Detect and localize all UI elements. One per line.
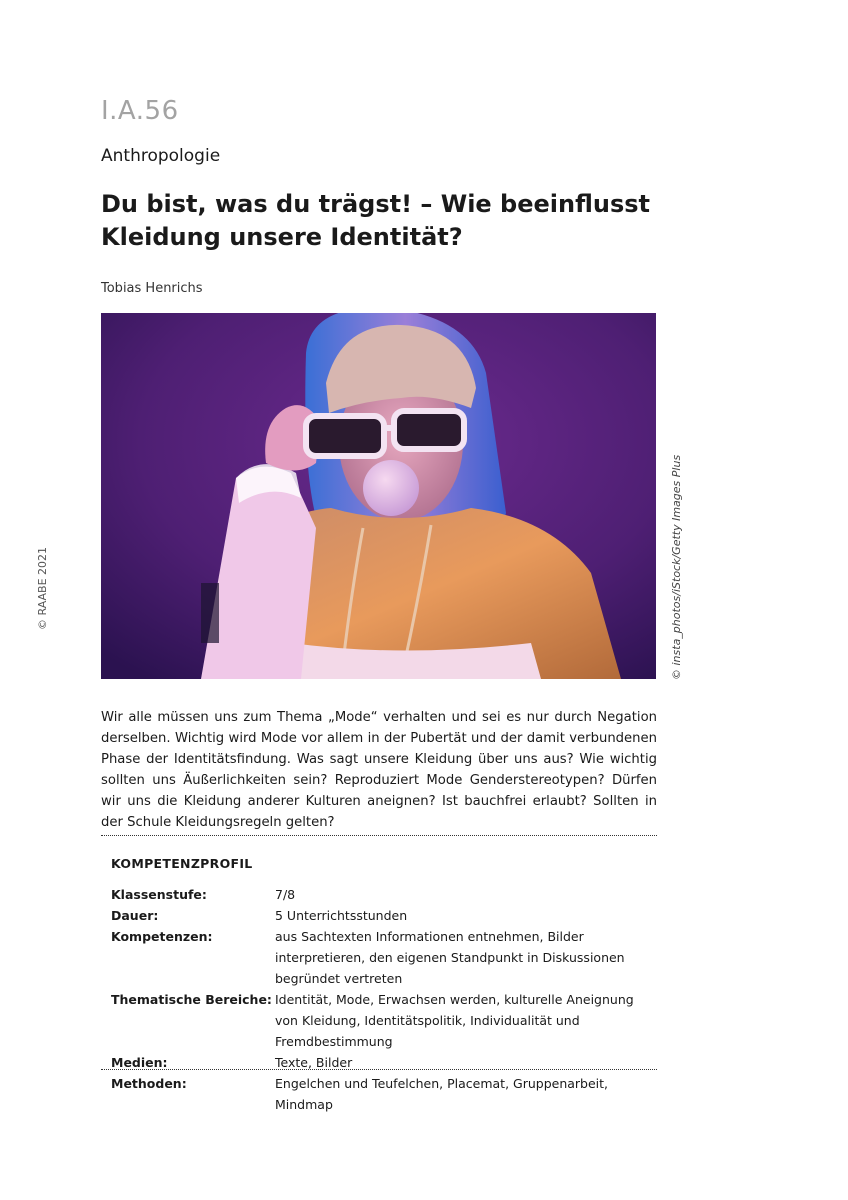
profile-row-grade xyxy=(111,884,651,905)
profile-row-topics xyxy=(111,989,651,1052)
intro-paragraph: Wir alle müssen uns zum Thema „Mode“ verhalten und sei es nur durch Negation derselben. Wichtig wird Mode vor allem in der Pubertät und der damit verbundenen Phase der Identitätsfindung. Was sagt unsere Kleidung über uns aus? Wie wichtig sollten uns Äußerlichkeiten sein? Reproduziert Mode Genderstereotypen? Dürfen wir uns die Kleidung anderer Kulturen aneignen? Ist bauchfrei erlaubt? Sollten in der Schule Kleidungsregeln gelten? xyxy=(101,710,657,830)
profile-row-competences xyxy=(111,926,651,989)
title-line-2: Kleidung unsere Identität? xyxy=(101,223,463,251)
profile-value: 7/8 xyxy=(275,887,296,902)
profile-value: aus Sachtexten Informationen entnehmen, Bilder interpretieren, den eigenen Standpunkt in Diskussionen begründet vertreten xyxy=(275,929,625,986)
profile-title: KOMPETENZPROFIL xyxy=(111,856,253,871)
author-name: Tobias Henrichs xyxy=(101,281,203,296)
profile-value: Texte, Bilder xyxy=(275,1055,353,1070)
competence-profile xyxy=(111,856,651,1115)
profile-row-methods xyxy=(111,1073,651,1115)
profile-row-duration xyxy=(111,905,651,926)
profile-value: Identität, Mode, Erwachsen werden, kulturelle Aneignung von Kleidung, Identitätspolitik, Individualität und Fremdbestimmung xyxy=(275,992,634,1049)
profile-label: Klassenstufe: xyxy=(111,887,207,902)
copyright-notice: © RAABE 2021 xyxy=(36,546,49,630)
cover-photo xyxy=(101,313,656,679)
title-line-1: Du bist, was du trägst! – Wie beeinflusst xyxy=(101,190,651,218)
subject-label: Anthropologie xyxy=(101,146,221,166)
page-title xyxy=(101,188,661,254)
photo-credit: © insta_photos/iStock/Getty Images Plus xyxy=(670,454,683,680)
profile-label: Medien: xyxy=(111,1055,168,1070)
dotted-divider-bottom xyxy=(101,1069,657,1070)
profile-value: 5 Unterrichtsstunden xyxy=(275,908,408,923)
profile-label: Kompetenzen: xyxy=(111,929,213,944)
profile-label: Dauer: xyxy=(111,908,159,923)
profile-label: Methoden: xyxy=(111,1076,187,1091)
dotted-divider-top xyxy=(101,835,657,836)
profile-label: Thematische Bereiche: xyxy=(111,992,272,1007)
profile-value: Engelchen und Teufelchen, Placemat, Gruppenarbeit, Mindmap xyxy=(275,1076,609,1112)
document-code: I.A.56 xyxy=(101,96,179,126)
